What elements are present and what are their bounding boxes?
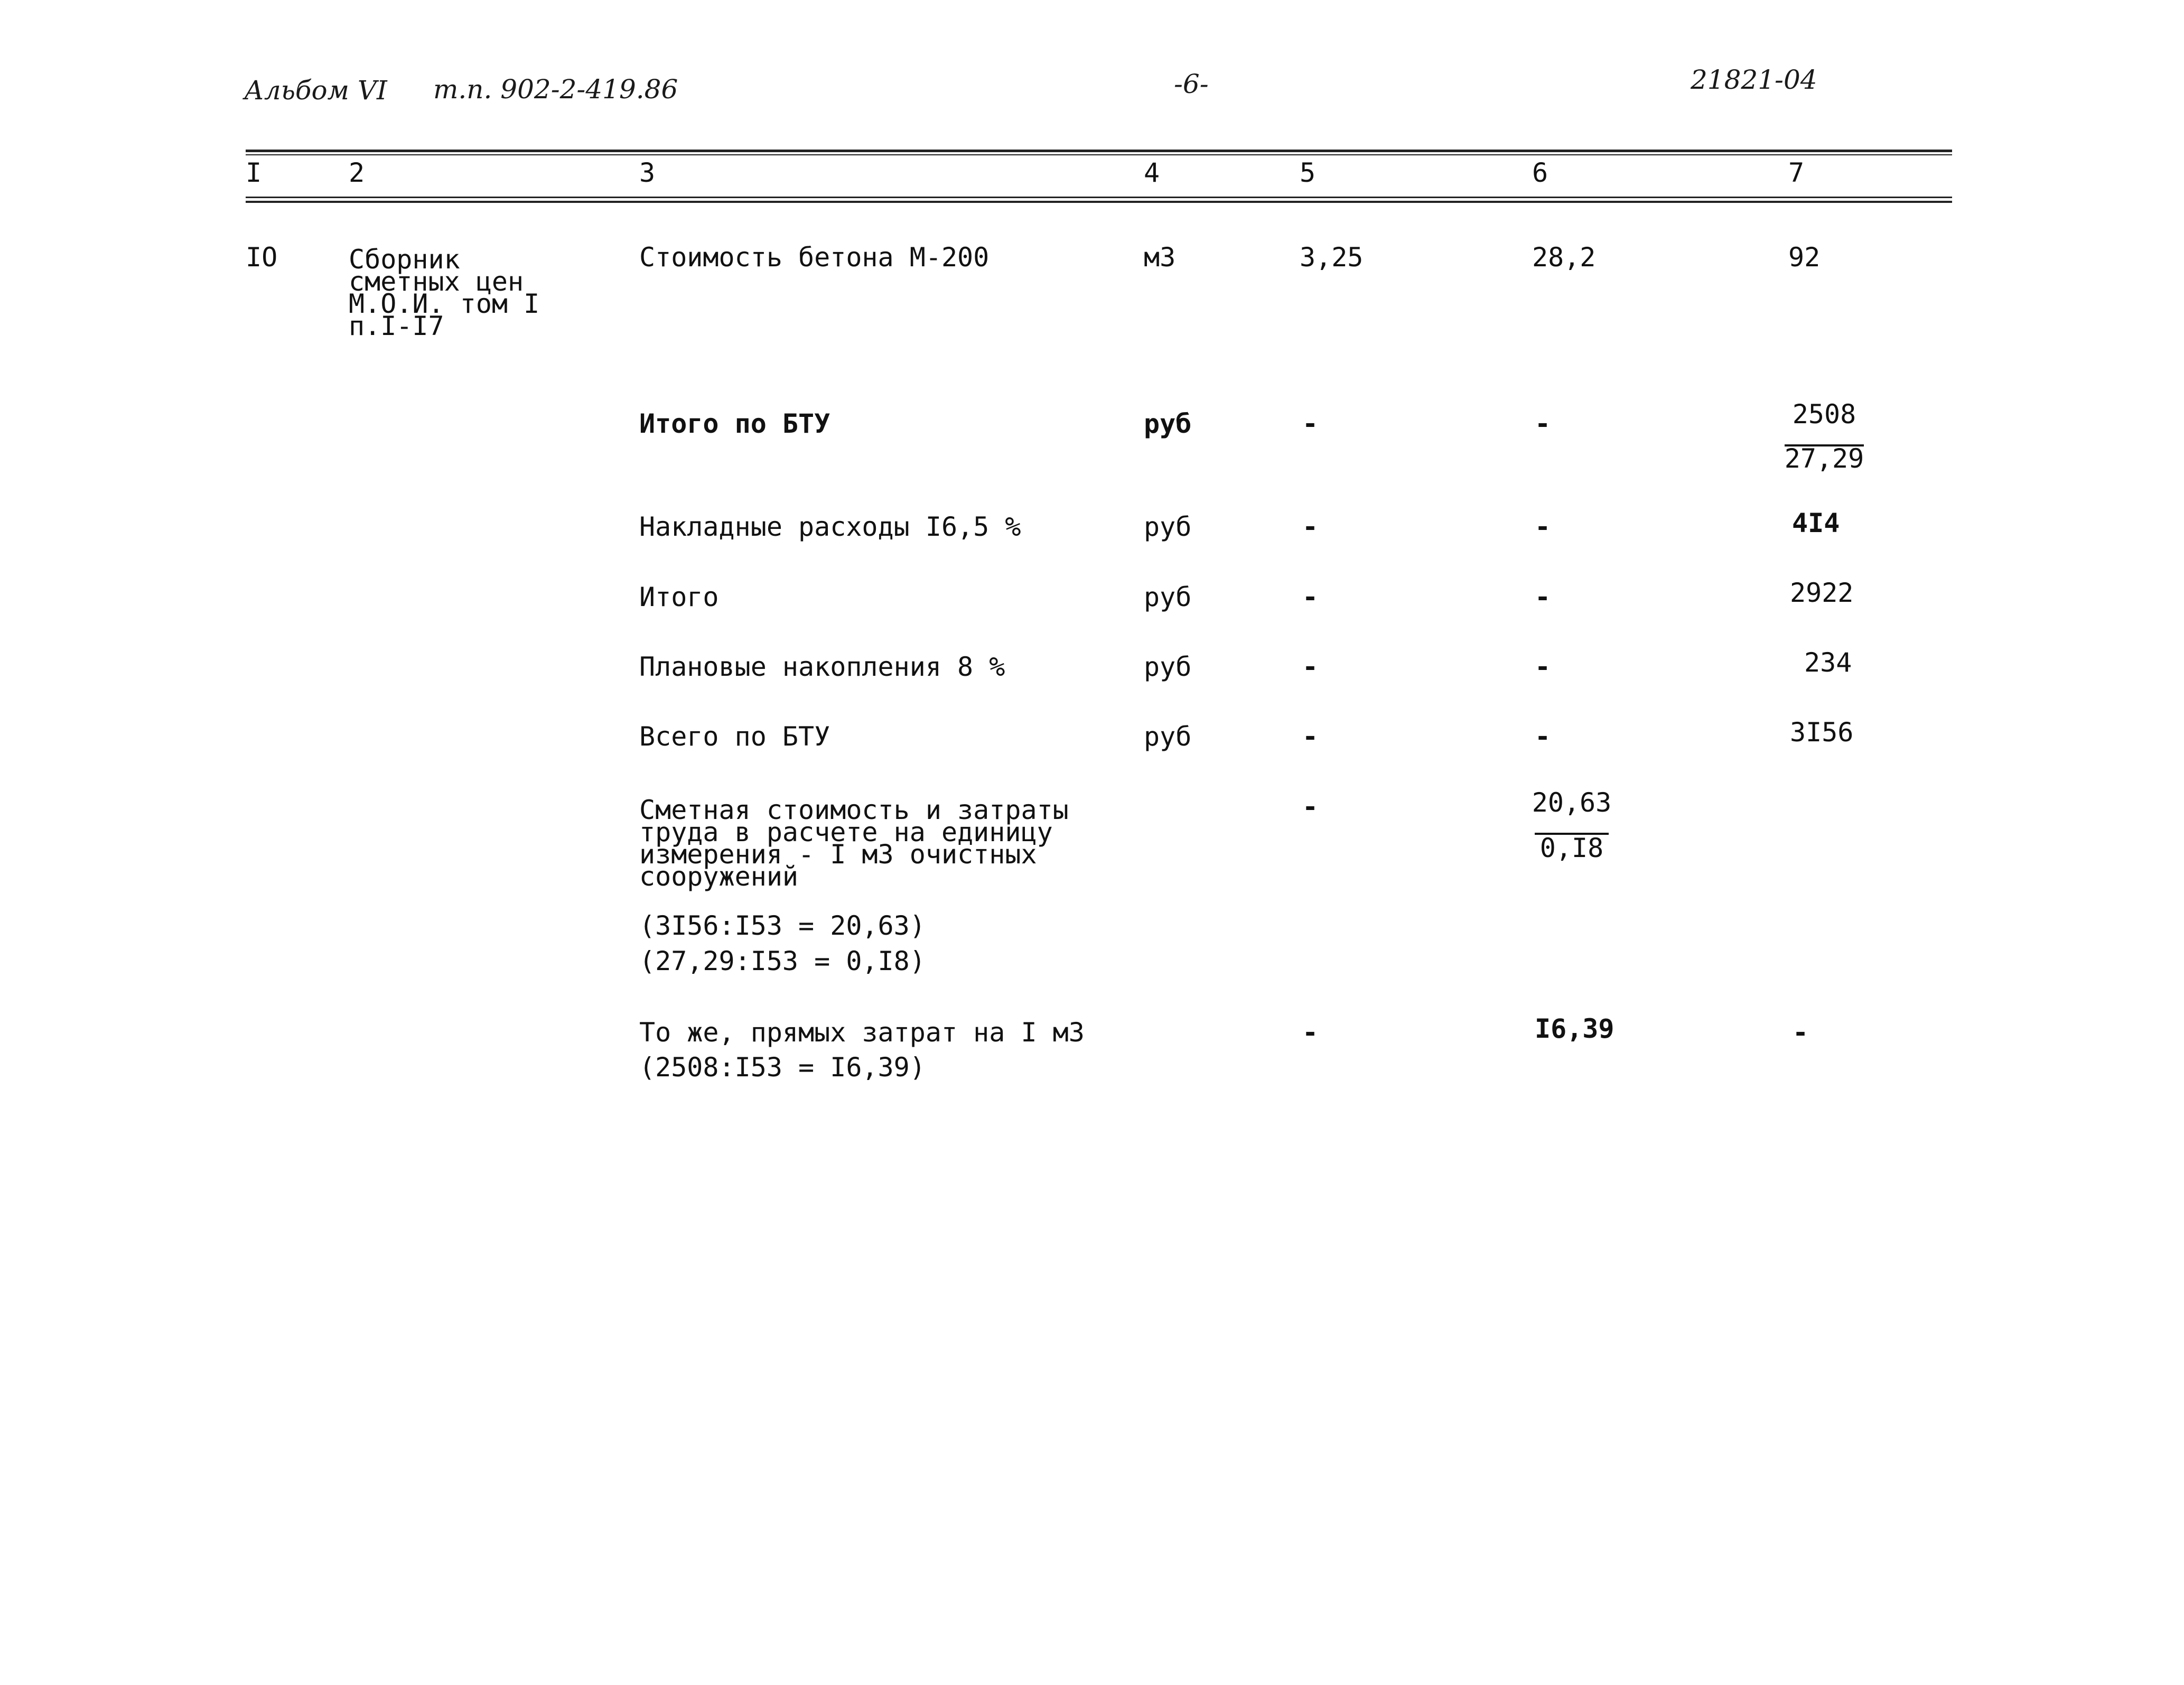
row10-name: Стоимость бетона М-200 xyxy=(639,242,990,273)
total-value: 2922 xyxy=(1790,578,1854,608)
project-number: т.п. 902-2-419.86 xyxy=(433,74,678,105)
grand-total-unit: руб xyxy=(1144,721,1192,752)
row10-unit: м3 xyxy=(1144,242,1176,273)
row10-quantity: 3,25 xyxy=(1300,242,1364,273)
unit-cost-formula-2: (27,29:I53 = 0,I8) xyxy=(639,946,926,976)
column-header-1: I xyxy=(246,157,262,188)
planned-savings-value: 234 xyxy=(1804,647,1852,678)
row10-source: Сборник сметных цен М.О.И. том I п.I-I7 xyxy=(349,244,540,341)
column-header-7: 7 xyxy=(1788,157,1805,188)
subtotal-btu-label: Итого по БТУ xyxy=(639,408,830,439)
total-label: Итого xyxy=(639,582,719,612)
overhead-label: Накладные расходы I6,5 % xyxy=(639,511,1021,542)
subtotal-btu-cost: 2508 xyxy=(1792,399,1856,430)
unit-cost-col5: - xyxy=(1302,792,1319,822)
unit-cost-formula-1: (3I56:I53 = 20,63) xyxy=(639,910,926,941)
row10-number: IO xyxy=(246,242,278,273)
page-number: -6- xyxy=(1174,69,1209,99)
planned-savings-col5: - xyxy=(1302,651,1319,682)
column-header-5: 5 xyxy=(1300,157,1316,188)
grand-total-label: Всего по БТУ xyxy=(639,721,830,752)
grand-total-col5: - xyxy=(1302,721,1319,752)
unit-cost-value: 20,63 xyxy=(1532,787,1612,818)
header-rule-top-inner xyxy=(246,154,1952,155)
direct-cost-label: То же, прямых затрат на I м3 xyxy=(639,1017,1085,1048)
unit-labor-value: 0,I8 xyxy=(1539,833,1604,863)
header-rule-bottom xyxy=(246,197,1952,198)
planned-savings-label: Плановые накопления 8 % xyxy=(639,651,1005,682)
header-rule-top xyxy=(246,150,1952,152)
document-code: 21821-04 xyxy=(1691,64,1817,95)
unit-cost-description: Сметная стоимость и затраты труда в расчете на единицу измерения - I м3 очистных сооружений xyxy=(639,795,1069,892)
subtotal-btu-labor: 27,29 xyxy=(1784,443,1864,474)
row10-price: 28,2 xyxy=(1532,242,1596,273)
subtotal-btu-col5: - xyxy=(1302,408,1319,439)
subtotal-btu-unit: руб xyxy=(1144,408,1192,439)
row10-total: 92 xyxy=(1788,242,1821,273)
planned-savings-unit: руб xyxy=(1144,651,1192,682)
column-header-6: 6 xyxy=(1532,157,1548,188)
overhead-col6: - xyxy=(1535,511,1551,542)
planned-savings-col6: - xyxy=(1535,651,1551,682)
column-header-4: 4 xyxy=(1144,157,1160,188)
subtotal-btu-fraction xyxy=(1779,399,1869,474)
subtotal-btu-col6: - xyxy=(1535,408,1551,439)
total-unit: руб xyxy=(1144,582,1192,612)
grand-total-col6: - xyxy=(1535,721,1551,752)
direct-cost-formula: (2508:I53 = I6,39) xyxy=(639,1052,926,1083)
header-rule-bottom-inner xyxy=(246,201,1952,203)
column-header-2: 2 xyxy=(349,157,365,188)
overhead-total: 4I4 xyxy=(1792,508,1840,538)
overhead-col5: - xyxy=(1302,511,1319,542)
column-header-3: 3 xyxy=(639,157,656,188)
unit-cost-fraction xyxy=(1529,787,1614,863)
grand-total-value: 3I56 xyxy=(1790,717,1854,748)
total-col5: - xyxy=(1302,582,1319,612)
album-label: Альбом VI xyxy=(244,75,387,106)
direct-cost-col7: - xyxy=(1793,1017,1809,1048)
total-col6: - xyxy=(1535,582,1551,612)
overhead-unit: руб xyxy=(1144,511,1192,542)
direct-cost-col5: - xyxy=(1302,1017,1319,1048)
direct-cost-col6: I6,39 xyxy=(1535,1013,1614,1044)
